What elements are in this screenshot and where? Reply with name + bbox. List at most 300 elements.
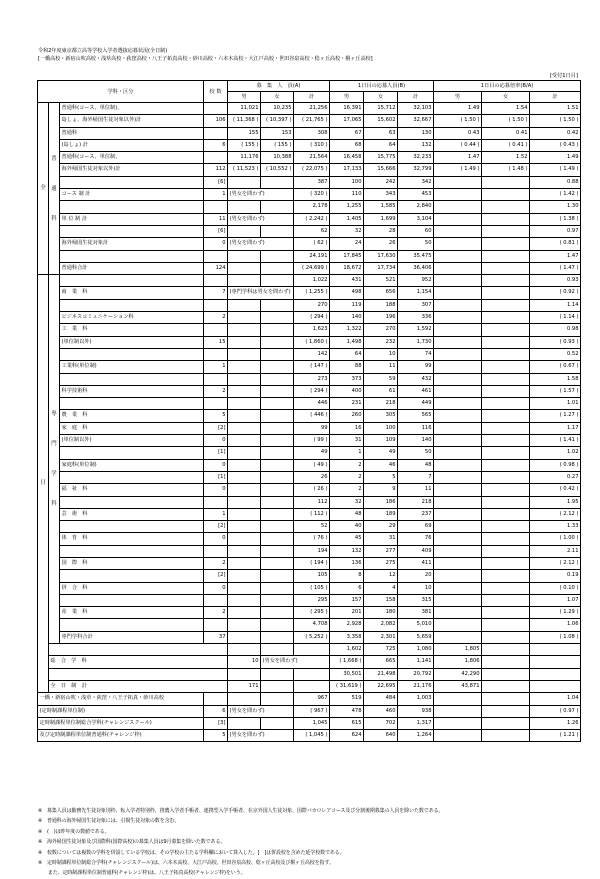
applicants-male: 615 [330, 717, 364, 729]
ratio-male [482, 668, 530, 680]
school-count [228, 668, 261, 680]
ratio-male [434, 619, 482, 631]
applicants-female: 61 [364, 385, 398, 397]
applicants-total: 461 [398, 385, 434, 397]
ratio-female [482, 385, 530, 397]
ratio-female: 0.41 [482, 127, 530, 139]
applicants-male: 201 [330, 607, 364, 619]
applicants-female: 1,699 [364, 213, 398, 225]
quota-total: 4,708 [294, 619, 330, 631]
subsection-label [49, 103, 60, 275]
quota-total: 1,022 [294, 275, 330, 287]
quota-total: ( 26 ) [294, 484, 330, 496]
ratio-male [434, 717, 482, 729]
ratio-total: 0.19 [530, 570, 581, 582]
quota-total: 270 [294, 299, 330, 311]
applicants-total: 565 [398, 410, 434, 422]
school-count: 5 [204, 410, 228, 422]
row-label: 科学技術科 [60, 385, 204, 397]
applicants-female: 15,602 [364, 115, 398, 127]
applicants-male: 110 [330, 189, 364, 201]
applicants-total: 1,730 [398, 336, 434, 348]
ratio-female [482, 521, 530, 533]
ratio-total: 1.26 [530, 717, 581, 729]
ratio-total: 1.51 [530, 103, 581, 115]
applicants-male: 40 [330, 521, 364, 533]
applicants-total: 48 [398, 459, 434, 471]
row-label: 単 位 制 計 [60, 213, 204, 225]
quota-note: (男女を問わず) [228, 189, 294, 201]
quota-female [261, 693, 294, 705]
applicants-total: 32,799 [398, 164, 434, 176]
table-row [38, 189, 581, 201]
row-label: 普通科合計 [60, 262, 204, 274]
ratio-total: 1.01 [530, 398, 581, 410]
applicants-female: 63 [364, 127, 398, 139]
quota-male: ( 11,368 ) [228, 115, 261, 127]
applicants-male: 17,133 [330, 164, 364, 176]
applicants-female: 305 [364, 410, 398, 422]
ratio-female [482, 619, 530, 631]
applicants-male: 6 [330, 582, 364, 594]
quota-female: 10,388 [261, 152, 294, 164]
school-count [204, 619, 228, 631]
ratio-female: ( 1.48 ) [482, 164, 530, 176]
row-label: 普通科 [60, 127, 204, 139]
applicants-female: 11 [364, 361, 398, 373]
quota-male: 11,176 [228, 152, 261, 164]
table-row [38, 348, 581, 360]
table-row [38, 557, 581, 569]
applicants-male: 21,498 [364, 668, 398, 680]
quota-total: 1,623 [294, 324, 330, 336]
table-row [38, 521, 581, 533]
school-count: 112 [204, 164, 228, 176]
quota-total: 21,256 [294, 103, 330, 115]
applicants-total: 218 [398, 496, 434, 508]
table-row [38, 127, 581, 139]
applicants-female: 521 [364, 275, 398, 287]
table-row [38, 508, 581, 520]
row-label: 芸 術 科 [60, 508, 204, 520]
ratio-male [434, 189, 482, 201]
table-row [38, 262, 581, 274]
school-count: 15 [204, 336, 228, 348]
ratio-female [482, 176, 530, 188]
header-male: 男 [330, 92, 364, 103]
ratio-female [482, 631, 530, 643]
ratio-male [434, 250, 482, 262]
applicants-female: 656 [364, 287, 398, 299]
table-row [38, 103, 581, 115]
quota-total: 387 [294, 176, 330, 188]
school-count: [2] [204, 570, 228, 582]
quota-total: ( 22,075 ) [294, 164, 330, 176]
quota-male [228, 693, 261, 705]
quota-total: ( 49 ) [294, 459, 330, 471]
ratio-female: ( 1.50 ) [482, 115, 530, 127]
ratio-female [482, 201, 530, 213]
applicants-female: 460 [364, 705, 398, 717]
ratio-female [482, 250, 530, 262]
ratio-male [434, 693, 482, 705]
school-count: 10 [228, 656, 261, 668]
applicants-total: 2,840 [398, 201, 434, 213]
table-row [38, 152, 581, 164]
row-label [60, 250, 204, 262]
applicants-female: 28 [364, 225, 398, 237]
quota-total: ( 967 ) [294, 705, 330, 717]
applicants-female: 232 [364, 336, 398, 348]
header-applicants: 1日目の応募人員(B) [330, 81, 434, 92]
applicants-total: 449 [398, 398, 434, 410]
quota-female [294, 680, 330, 692]
ratio-male [434, 361, 482, 373]
table-row [38, 545, 581, 557]
applicants-female: 186 [364, 496, 398, 508]
applicants-male: 17,845 [330, 250, 364, 262]
row-label: 海外帰国生徒対象以外)計 [60, 164, 204, 176]
ratio-female [482, 213, 530, 225]
applicants-female: 1,585 [364, 201, 398, 213]
quota-male [228, 385, 261, 397]
applicants-total: 74 [398, 348, 434, 360]
subsection-char: 通 [51, 185, 57, 192]
quota-total: ( 294 ) [294, 385, 330, 397]
table-row [38, 361, 581, 373]
subsection-char: 科 [51, 501, 57, 508]
received-day-note: [受付1日目] [549, 73, 578, 79]
applicants-female: 10 [364, 348, 398, 360]
ratio-total: 1.49 [530, 152, 581, 164]
header-male: 男 [434, 92, 482, 103]
school-count: 1 [204, 189, 228, 201]
applicants-male: 2 [330, 459, 364, 471]
ratio-female: 1.52 [482, 152, 530, 164]
applicants-male: 2 [330, 471, 364, 483]
quota-female: ( 10,397 ) [261, 115, 294, 127]
applicants-female: 484 [364, 693, 398, 705]
ratio-male [434, 225, 482, 237]
quota-male [228, 201, 261, 213]
ratio-total: 1.06 [530, 619, 581, 631]
ratio-male [434, 607, 482, 619]
applicants-total: 76 [398, 533, 434, 545]
quota-male [228, 717, 261, 729]
quota-total: ( 310 ) [294, 139, 330, 151]
school-count [204, 545, 228, 557]
quota-total: ( 1,045 ) [294, 730, 330, 742]
quota-note: (男女を問わず) [228, 705, 294, 717]
applicants-total: 1,003 [398, 693, 434, 705]
ratio-male [434, 385, 482, 397]
table-row [38, 225, 581, 237]
quota-male [228, 435, 261, 447]
quota-female [261, 607, 294, 619]
table-row [38, 299, 581, 311]
applicants-total: 116 [398, 422, 434, 434]
row-label: 島しょ、海外帰国生徒対象以外)計 [60, 115, 204, 127]
applicants-female: 2,082 [364, 619, 398, 631]
row-label: 工業科(単位制) [60, 361, 204, 373]
school-count [204, 373, 228, 385]
applicants-total: 1,805 [434, 644, 482, 656]
row-label [60, 496, 204, 508]
applicants-total: 307 [398, 299, 434, 311]
ratio-total: ( 0.10 ) [530, 582, 581, 594]
quota-note: (専門学科は男女を問わず) [228, 287, 294, 299]
ratio-total: 1.04 [530, 693, 581, 705]
quota-female [261, 631, 294, 643]
applicants-male: 45 [330, 533, 364, 545]
ratio-total: ( 2.12 ) [530, 557, 581, 569]
ratio-total: 1.14 [530, 299, 581, 311]
quota-female [261, 447, 294, 459]
ratio-total: 0.93 [530, 275, 581, 287]
footnote: ※ 定時制課程単位制総合学科(チャレンジスクール)は、六本木高校、大江戸高校、世田谷泉高校、稔ヶ丘高校及び桐ヶ丘高校を指す。 [38, 860, 334, 867]
quota-note: (男女を問わず) [228, 238, 294, 250]
applicants-female: 26 [364, 238, 398, 250]
quota-male [228, 225, 261, 237]
quota-female [261, 533, 294, 545]
quota-male [228, 607, 261, 619]
quota-female [261, 508, 294, 520]
row-label [60, 348, 204, 360]
applicants-male: 119 [330, 299, 364, 311]
table-row [38, 594, 581, 606]
row-label [60, 373, 204, 385]
row-label [49, 644, 228, 656]
applicants-total: 938 [398, 705, 434, 717]
ratio-male [434, 496, 482, 508]
ratio-female [482, 348, 530, 360]
table-row [38, 287, 581, 299]
applicants-female: 189 [364, 508, 398, 520]
ratio-male [482, 680, 530, 692]
applicants-female: 2,301 [364, 631, 398, 643]
quota-total: 1,045 [294, 717, 330, 729]
quota-total: ( 31,619 ) [330, 680, 364, 692]
ratio-female [482, 422, 530, 434]
ratio-total: ( 0.81 ) [530, 238, 581, 250]
ratio-female [482, 693, 530, 705]
school-count: 1 [204, 508, 228, 520]
ratio-female [482, 607, 530, 619]
footnote: ※ 校数については複数の学科を併設している学校は、その学校の主たる学科欄において算入した。[ ]は併設校を含めた延学校数である。 [38, 849, 345, 856]
applicants-male: 1 [330, 447, 364, 459]
applicants-total: 69 [398, 521, 434, 533]
quota-female [261, 582, 294, 594]
quota-total: 967 [294, 693, 330, 705]
quota-total: ( 24,699 ) [294, 262, 330, 274]
applicants-total: 50 [398, 238, 434, 250]
ratio-total: ( 1.47 ) [530, 262, 581, 274]
ratio-male [434, 570, 482, 582]
table-row [38, 644, 581, 656]
quota-total: ( 320 ) [294, 189, 330, 201]
table-row [38, 459, 581, 471]
table-row [38, 656, 581, 668]
table-row [38, 435, 581, 447]
header-schools: 校 数 [204, 81, 228, 103]
quota-total: 273 [294, 373, 330, 385]
school-count: 2 [204, 312, 228, 324]
row-label [60, 201, 204, 213]
row-label [60, 521, 204, 533]
ratio-male [482, 644, 530, 656]
quota-male [261, 644, 294, 656]
school-count: 0 [204, 238, 228, 250]
quota-male [228, 545, 261, 557]
ratio-male [434, 521, 482, 533]
ratio-total: ( 1.42 ) [530, 189, 581, 201]
ratio-male: ( 1.49 ) [434, 164, 482, 176]
applicants-total: 32,667 [398, 115, 434, 127]
subsection-char: 門 [51, 441, 57, 448]
quota-male [261, 680, 294, 692]
applicants-male: 231 [330, 398, 364, 410]
school-count [204, 275, 228, 287]
applicants-female: 17,630 [364, 250, 398, 262]
header-total: 計 [398, 92, 434, 103]
applicants-male: 132 [330, 545, 364, 557]
row-label: 体 育 科 [60, 533, 204, 545]
row-label: (定時制課程単位制) [38, 705, 204, 717]
ratio-female: ( 0.41 ) [482, 139, 530, 151]
ratio-total: 1.02 [530, 447, 581, 459]
quota-total: ( 1,255 ) [294, 287, 330, 299]
subsection-char: 学 [51, 471, 57, 478]
applicants-total: 237 [398, 508, 434, 520]
table-row [38, 385, 581, 397]
ratio-female [482, 312, 530, 324]
quota-total: 52 [294, 521, 330, 533]
ratio-female [482, 287, 530, 299]
ratio-female [482, 275, 530, 287]
row-label [60, 545, 204, 557]
ratio-total: ( 1.14 ) [530, 312, 581, 324]
ratio-female [482, 545, 530, 557]
footnote: ※ 普通科の海外帰国生徒対象には、引揚生徒対象の数を含む。 [38, 818, 180, 825]
school-count: 0 [204, 435, 228, 447]
ratio-male [434, 238, 482, 250]
application-status-table [37, 80, 581, 742]
ratio-male [434, 471, 482, 483]
ratio-male [434, 262, 482, 274]
ratio-male: ( 0.44 ) [434, 139, 482, 151]
ratio-female [530, 656, 581, 668]
ratio-total: 1.33 [530, 521, 581, 533]
quota-male [228, 299, 261, 311]
ratio-female [482, 373, 530, 385]
row-label: 商 業 科 [60, 287, 204, 299]
school-count [204, 398, 228, 410]
quota-female [261, 385, 294, 397]
quota-total: ( 21,765 ) [294, 115, 330, 127]
applicants-female: 15,775 [364, 152, 398, 164]
applicants-total: 42,290 [434, 668, 482, 680]
ratio-total: 0.42 [530, 127, 581, 139]
table-row [38, 115, 581, 127]
ratio-total: 0.27 [530, 471, 581, 483]
ratio-male: 1.47 [434, 152, 482, 164]
row-label [60, 275, 204, 287]
school-count: 0 [204, 582, 228, 594]
quota-female [261, 459, 294, 471]
school-count: [1] [204, 471, 228, 483]
applicants-female: 180 [364, 607, 398, 619]
ratio-male [434, 459, 482, 471]
ratio-male [434, 373, 482, 385]
ratio-male [434, 422, 482, 434]
applicants-female: 109 [364, 435, 398, 447]
school-count: [1] [204, 447, 228, 459]
school-count: [6] [204, 176, 228, 188]
applicants-female: 17,734 [364, 262, 398, 274]
row-label: 農 業 科 [60, 410, 204, 422]
row-label [60, 594, 204, 606]
applicants-male: 100 [330, 176, 364, 188]
applicants-male: 67 [330, 127, 364, 139]
ratio-male [434, 176, 482, 188]
table-row [38, 410, 581, 422]
applicants-total: 1,592 [398, 324, 434, 336]
ratio-total: 1.30 [530, 201, 581, 213]
ratio-total: ( 1.08 ) [530, 631, 581, 643]
applicants-female: 1,080 [398, 644, 434, 656]
applicants-male: 624 [330, 730, 364, 742]
applicants-male: 431 [330, 275, 364, 287]
row-label: 普通科(コース、単位制)、 [60, 103, 204, 115]
header-female: 女 [482, 92, 530, 103]
quota-male [228, 336, 261, 348]
ratio-female [482, 361, 530, 373]
quota-male [228, 619, 261, 631]
quota-male [228, 521, 261, 533]
school-count [204, 594, 228, 606]
ratio-female [482, 435, 530, 447]
applicants-total: 5,010 [398, 619, 434, 631]
ratio-total: ( 0.92 ) [530, 287, 581, 299]
quota-female [261, 557, 294, 569]
quota-male [228, 373, 261, 385]
quota-male [228, 312, 261, 324]
applicants-male: 1,322 [330, 324, 364, 336]
applicants-total: 32,103 [398, 103, 434, 115]
table-row [38, 324, 581, 336]
quota-male [228, 398, 261, 410]
school-count: 6 [204, 139, 228, 151]
quota-total: 62 [294, 225, 330, 237]
ratio-total: ( 1.41 ) [530, 435, 581, 447]
applicants-total: 36,406 [398, 262, 434, 274]
table-row [38, 312, 581, 324]
ratio-male: 1.49 [434, 103, 482, 115]
quota-note: (男女を問わず) [228, 213, 294, 225]
applicants-male: 2,928 [330, 619, 364, 631]
applicants-male: 260 [330, 410, 364, 422]
table-row [38, 250, 581, 262]
applicants-total: 3,104 [398, 213, 434, 225]
table-row [38, 422, 581, 434]
ratio-total: 1.07 [530, 594, 581, 606]
applicants-total: 60 [398, 225, 434, 237]
quota-female [261, 201, 294, 213]
ratio-total: 0.97 [530, 225, 581, 237]
ratio-male [434, 508, 482, 520]
quota-female [261, 545, 294, 557]
ratio-total: 0.98 [530, 324, 581, 336]
